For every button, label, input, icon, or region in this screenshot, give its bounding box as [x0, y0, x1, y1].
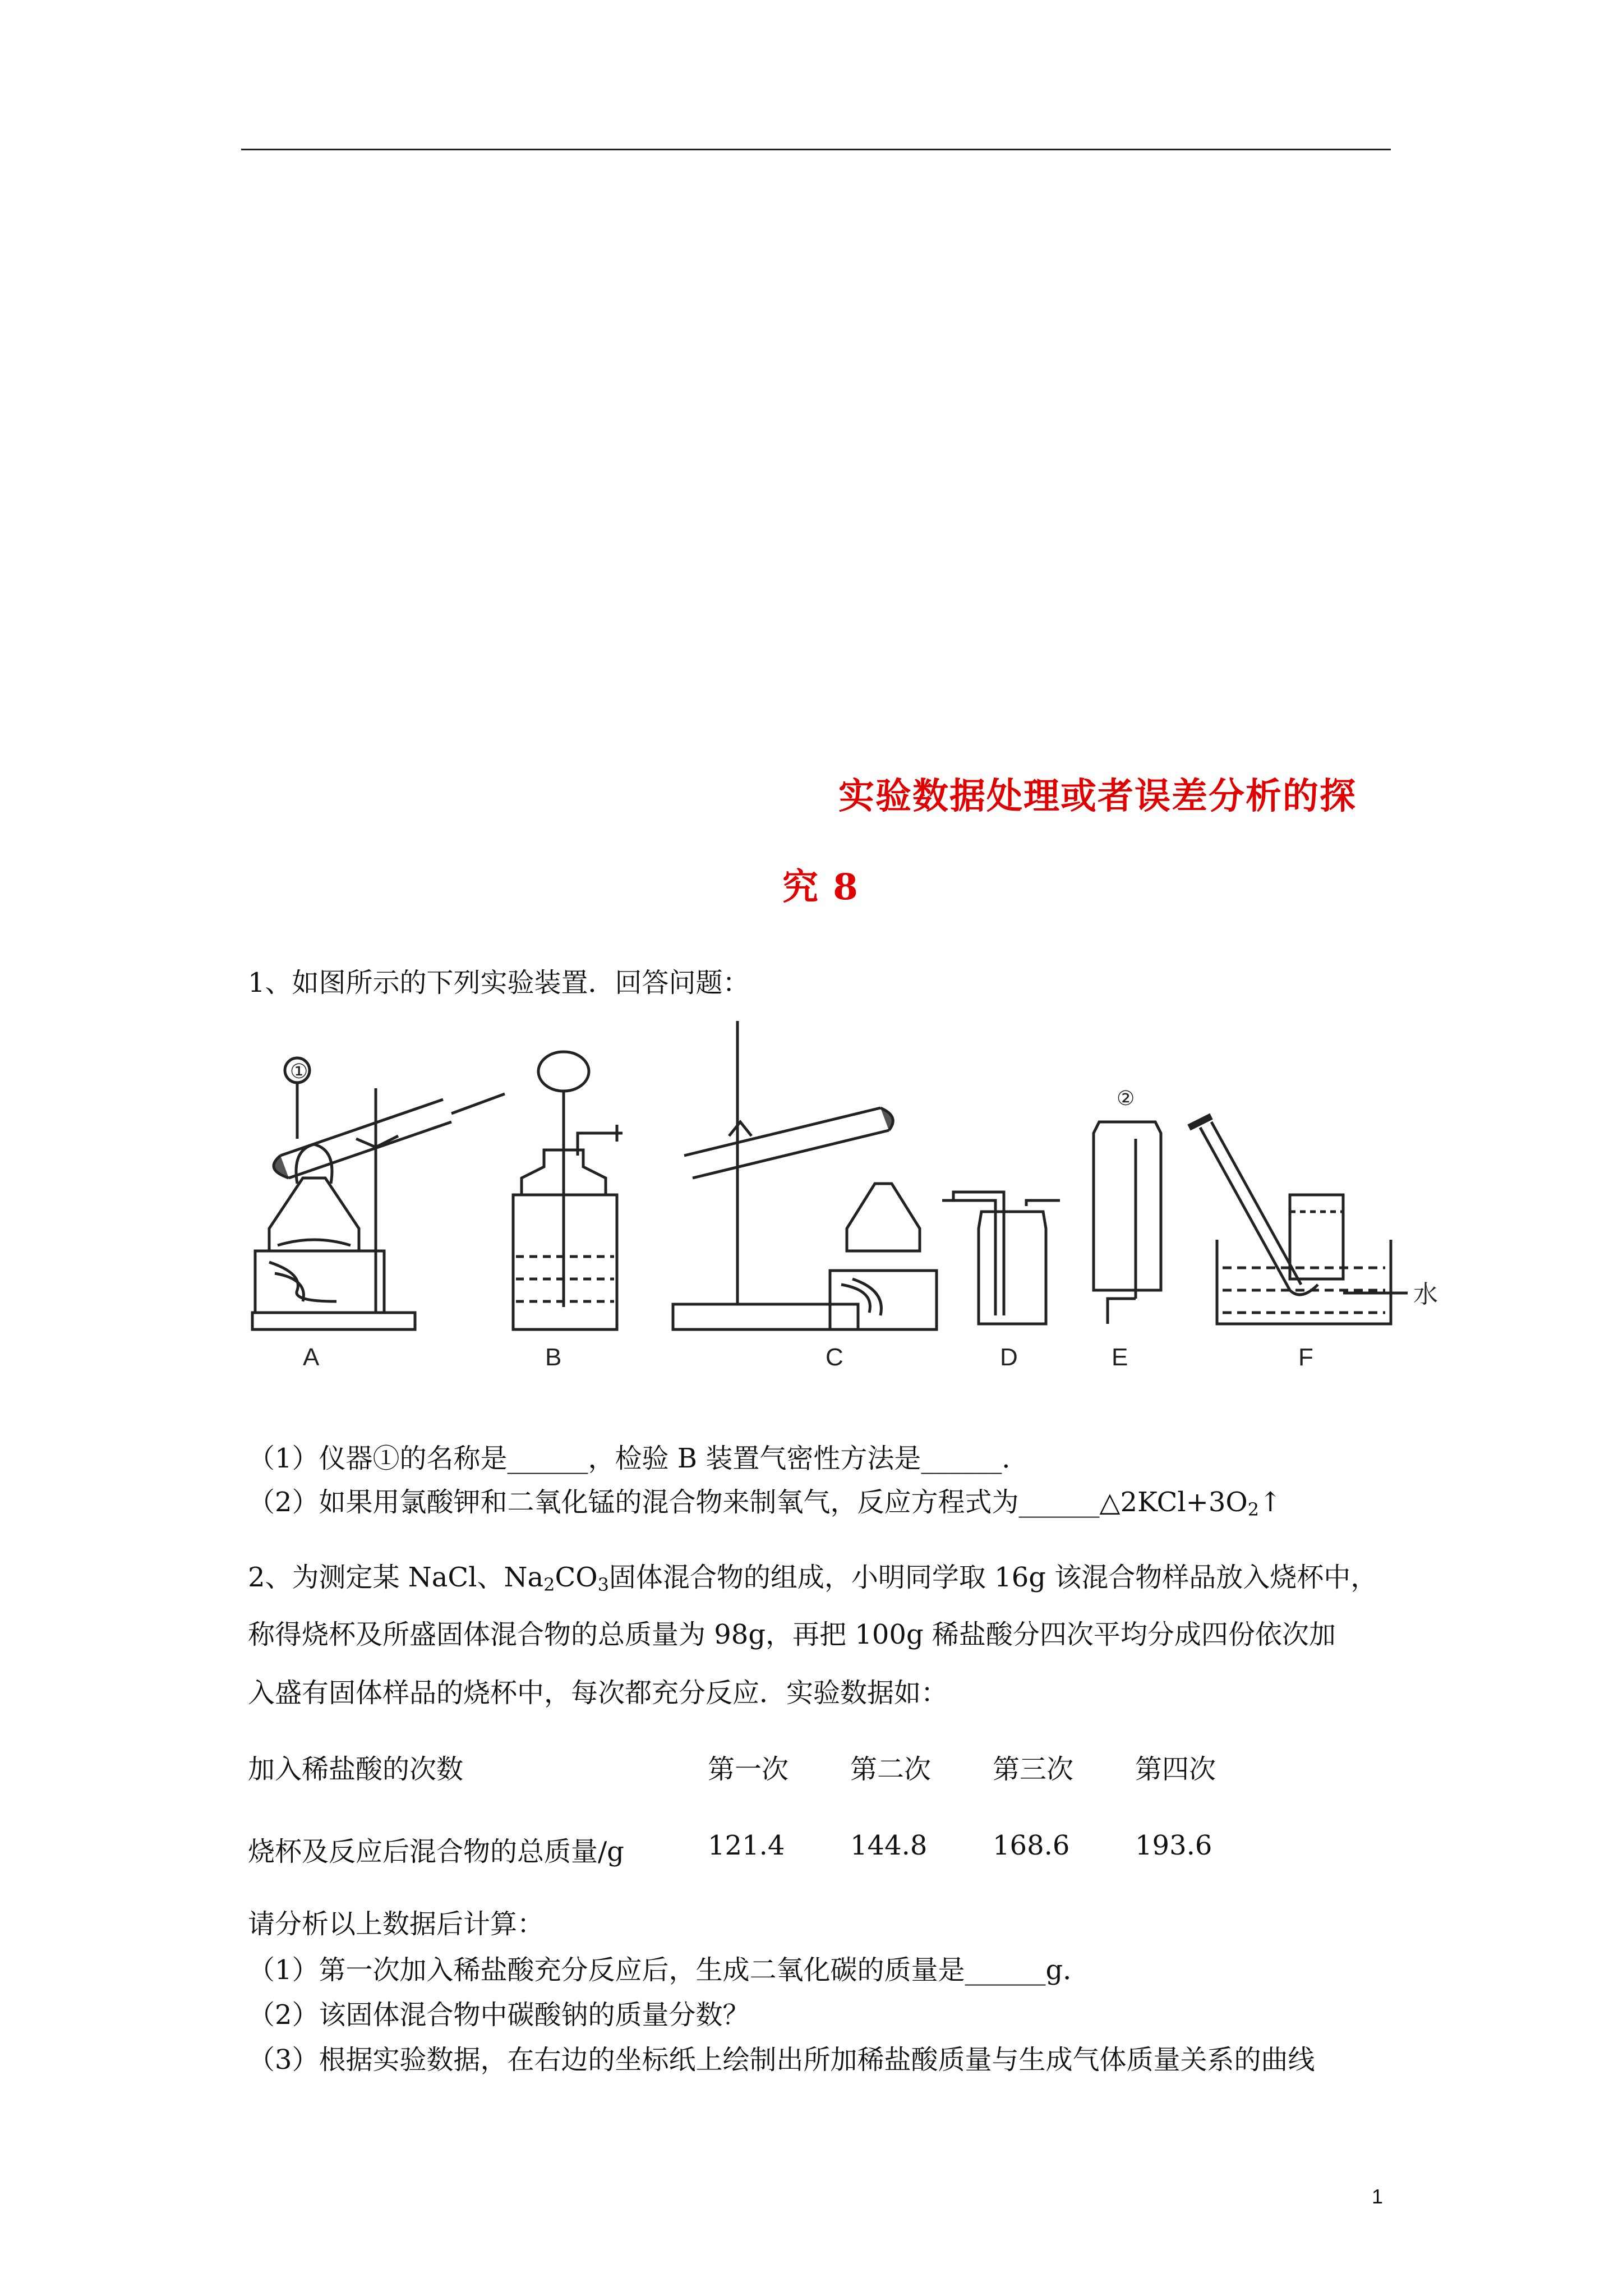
table-row-cell: 193.6 — [1135, 1830, 1212, 1861]
apparatus-d — [942, 1192, 1060, 1324]
label-c: C — [826, 1343, 843, 1371]
q2-line-3: 入盛有固体样品的烧杯中，每次都充分反应．实验数据如： — [248, 1677, 948, 1709]
table-row-cell: 121.4 — [708, 1830, 785, 1861]
q1-sub-2: （2）如果用氯酸钾和二氧化锰的混合物来制氧气，反应方程式为$\_\_\_\_\_\_\triangle 2KCl+3O_2↑$ — [248, 1487, 1282, 1520]
water-label: 水 — [1413, 1281, 1438, 1308]
apparatus-c — [673, 1021, 937, 1329]
table-header-cell: 加入稀盐酸的次数 — [248, 1754, 464, 1785]
q2-sub-2: （2）该固体混合物中碳酸钠的质量分数？ — [248, 1999, 750, 2031]
table-row-cell: 烧杯及反应后混合物的总质量/g — [248, 1836, 624, 1867]
q2-line-2: 称得烧杯及所盛固体混合物的总质量为 98g，再把 100g 稀盐酸分四次平均分成四份依次加 — [248, 1619, 1336, 1650]
title-line-1: 实验数据处理或者误差分析的探 — [838, 775, 1357, 817]
marker-1: ① — [290, 1060, 308, 1083]
label-b: B — [545, 1343, 562, 1371]
table-header-cell: 第一次 — [708, 1754, 789, 1785]
label-a: A — [303, 1343, 320, 1371]
header-rule — [241, 149, 1391, 150]
q2-sub-3: （3）根据实验数据，在右边的坐标纸上绘制出所加稀盐酸质量与生成气体质量关系的曲线 — [248, 2044, 1315, 2076]
table-header-cell: 第四次 — [1135, 1754, 1216, 1785]
q2-prompt: 请分析以上数据后计算： — [248, 1908, 545, 1940]
apparatus-a — [252, 1058, 505, 1329]
table-row-cell: 144.8 — [850, 1830, 928, 1861]
q1-sub-1: （1）仪器①的名称是______，检验 B 装置气密性方法是______． — [248, 1443, 1029, 1474]
q2-line-1: 2、为测定某 NaCl、$Na_2CO_3$固体混合物的组成，小明同学取 16g 该混合物样品放入烧杯中， — [248, 1562, 1378, 1595]
table-header-cell: 第二次 — [850, 1754, 932, 1785]
page-number: 1 — [1372, 2185, 1384, 2208]
marker-2: ② — [1117, 1087, 1135, 1110]
apparatus-b — [513, 1052, 623, 1329]
apparatus-e — [1094, 1122, 1161, 1324]
apparatus-figure — [236, 1010, 1458, 1402]
label-e: E — [1112, 1343, 1128, 1371]
q2-sub-1: （1）第一次加入稀盐酸充分反应后，生成二氧化碳的质量是______g． — [248, 1954, 1090, 1986]
title-line-2: 究 8 — [782, 866, 859, 908]
label-d: D — [1000, 1343, 1018, 1371]
q1-intro: 1、如图所示的下列实验装置．回答问题： — [248, 967, 750, 999]
table-row-cell: 168.6 — [993, 1830, 1070, 1861]
table-header-cell: 第三次 — [993, 1754, 1074, 1785]
label-f: F — [1298, 1343, 1313, 1371]
apparatus-f — [1189, 1116, 1408, 1324]
